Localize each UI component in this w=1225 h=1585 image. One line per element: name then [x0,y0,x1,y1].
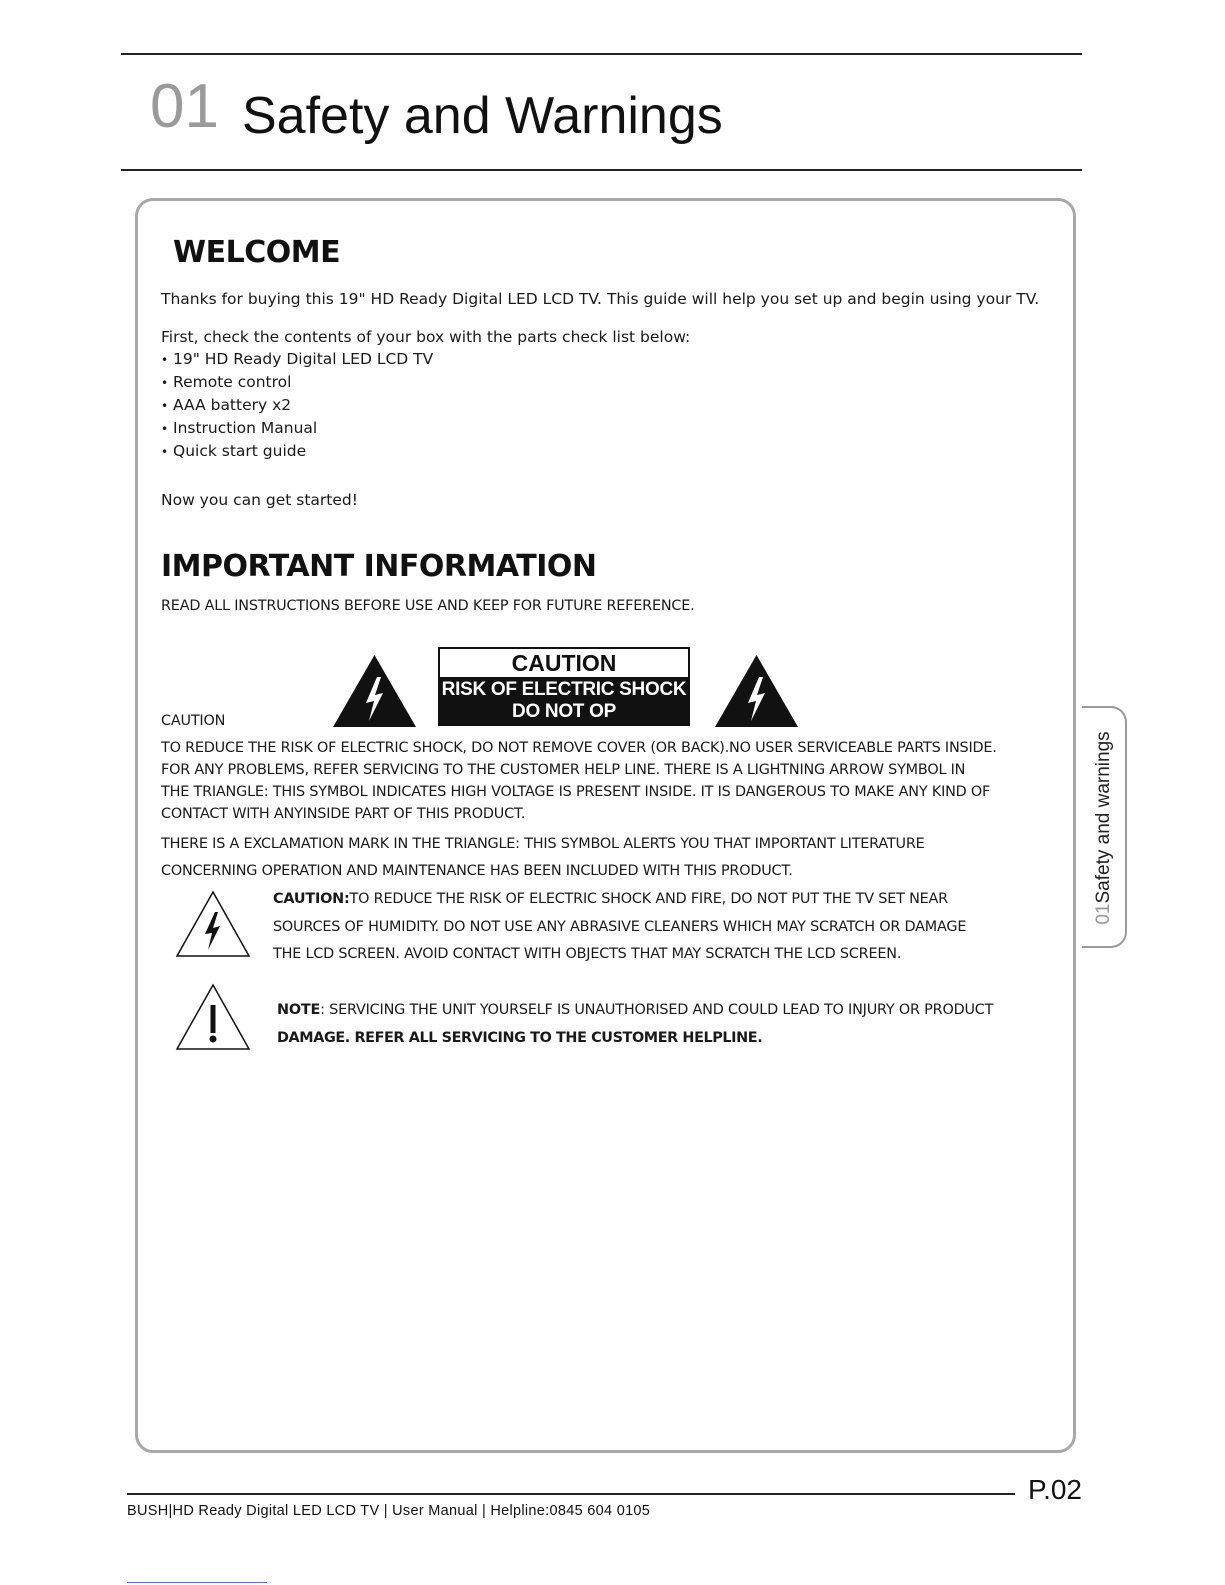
note-line: : SERVICING THE UNIT YOURSELF IS UNAUTHORISED AND COULD LEAD TO INJURY OR PRODUCT [320,1002,994,1018]
caution-label-line2: DO NOT OP [512,701,616,722]
caution-note-line: SOURCES OF HUMIDITY. DO NOT USE ANY ABRASIVE CLEANERS WHICH MAY SCRATCH OR DAMAGE [273,918,967,935]
lightning-triangle-outline-icon [175,890,251,958]
header-top-rule [121,53,1082,55]
welcome-heading: WELCOME [173,235,341,270]
header-bottom-rule [121,169,1082,171]
caution-note-label: CAUTION: [273,891,350,907]
exclamation-triangle-icon [175,983,251,1051]
bottom-link-underline [127,1582,267,1583]
exclamation-paragraph-line: CONCERNING OPERATION AND MAINTENANCE HAS BEEN INCLUDED WITH THIS PRODUCT. [161,863,793,879]
note-line: DAMAGE. REFER ALL SERVICING TO THE CUSTOMER HELPLINE. [277,1029,763,1046]
page-number: P.02 [1028,1474,1082,1505]
parts-list [161,348,433,463]
note-label: NOTE [277,1002,321,1018]
side-tab-number: 01 [1093,903,1114,925]
side-tab-label [1093,731,1115,924]
caution-label-line1: RISK OF ELECTRIC SHOCK [441,679,687,700]
exclamation-paragraph [161,831,925,885]
caution-note-line: TO REDUCE THE RISK OF ELECTRIC SHOCK AND FIRE, DO NOT PUT THE TV SET NEAR [349,891,948,907]
list-item: • Instruction Manual [161,417,433,440]
read-all-text: READ ALL INSTRUCTIONS BEFORE USE AND KEEP FOR FUTURE REFERENCE. [161,598,695,614]
list-item: • Quick start guide [161,440,433,463]
chapter-number: 01 [150,72,219,141]
caution-word: CAUTION [161,713,226,729]
caution-paragraph-line: CONTACT WITH ANYINSIDE PART OF THIS PRODUCT. [161,806,526,822]
footer-text: BUSH|HD Ready Digital LED LCD TV | User Manual | Helpline:0845 604 0105 [127,1503,651,1519]
list-item: • Remote control [161,371,433,394]
caution-label-warning [440,677,688,724]
caution-paragraph-line: FOR ANY PROBLEMS, REFER SERVICING TO THE CUSTOMER HELP LINE. THERE IS A LIGHTNING ARROW SYMBOL IN [161,762,966,778]
caution-paragraph-line: TO REDUCE THE RISK OF ELECTRIC SHOCK, DO NOT REMOVE COVER (OR BACK).NO USER SERVICEABLE PARTS INSIDE. [161,740,997,756]
welcome-intro: Thanks for buying this 19" HD Ready Digital LED LCD TV. This guide will help you set up and begin using your TV. [161,290,1040,308]
caution-paragraph [161,737,997,825]
get-started-text: Now you can get started! [161,491,358,509]
service-note [277,997,993,1052]
important-heading: IMPORTANT INFORMATION [161,549,597,584]
parts-check-text: First, check the contents of your box with the parts check list below: [161,328,691,346]
list-item: • 19" HD Ready Digital LED LCD TV [161,348,433,371]
page-title: Safety and Warnings [242,87,723,145]
side-tab-title: Safety and warnings [1093,731,1114,904]
lightning-triangle-icon [715,655,798,727]
list-item: • AAA battery x2 [161,394,433,417]
caution-label [438,647,690,726]
caution-note-line: THE LCD SCREEN. AVOID CONTACT WITH OBJECTS THAT MAY SCRATCH THE LCD SCREEN. [273,946,902,962]
caution-paragraph-line: THE TRIANGLE: THIS SYMBOL INDICATES HIGH VOLTAGE IS PRESENT INSIDE. IT IS DANGEROUS TO MAKE ANY KIND OF [161,784,991,800]
lightning-triangle-icon [333,655,416,727]
caution-note [273,886,966,969]
footer-rule [127,1493,1015,1495]
exclamation-paragraph-line: THERE IS A EXCLAMATION MARK IN THE TRIANGLE: THIS SYMBOL ALERTS YOU THAT IMPORTANT LITERATURE [161,836,925,852]
caution-label-title: CAUTION [511,650,617,676]
